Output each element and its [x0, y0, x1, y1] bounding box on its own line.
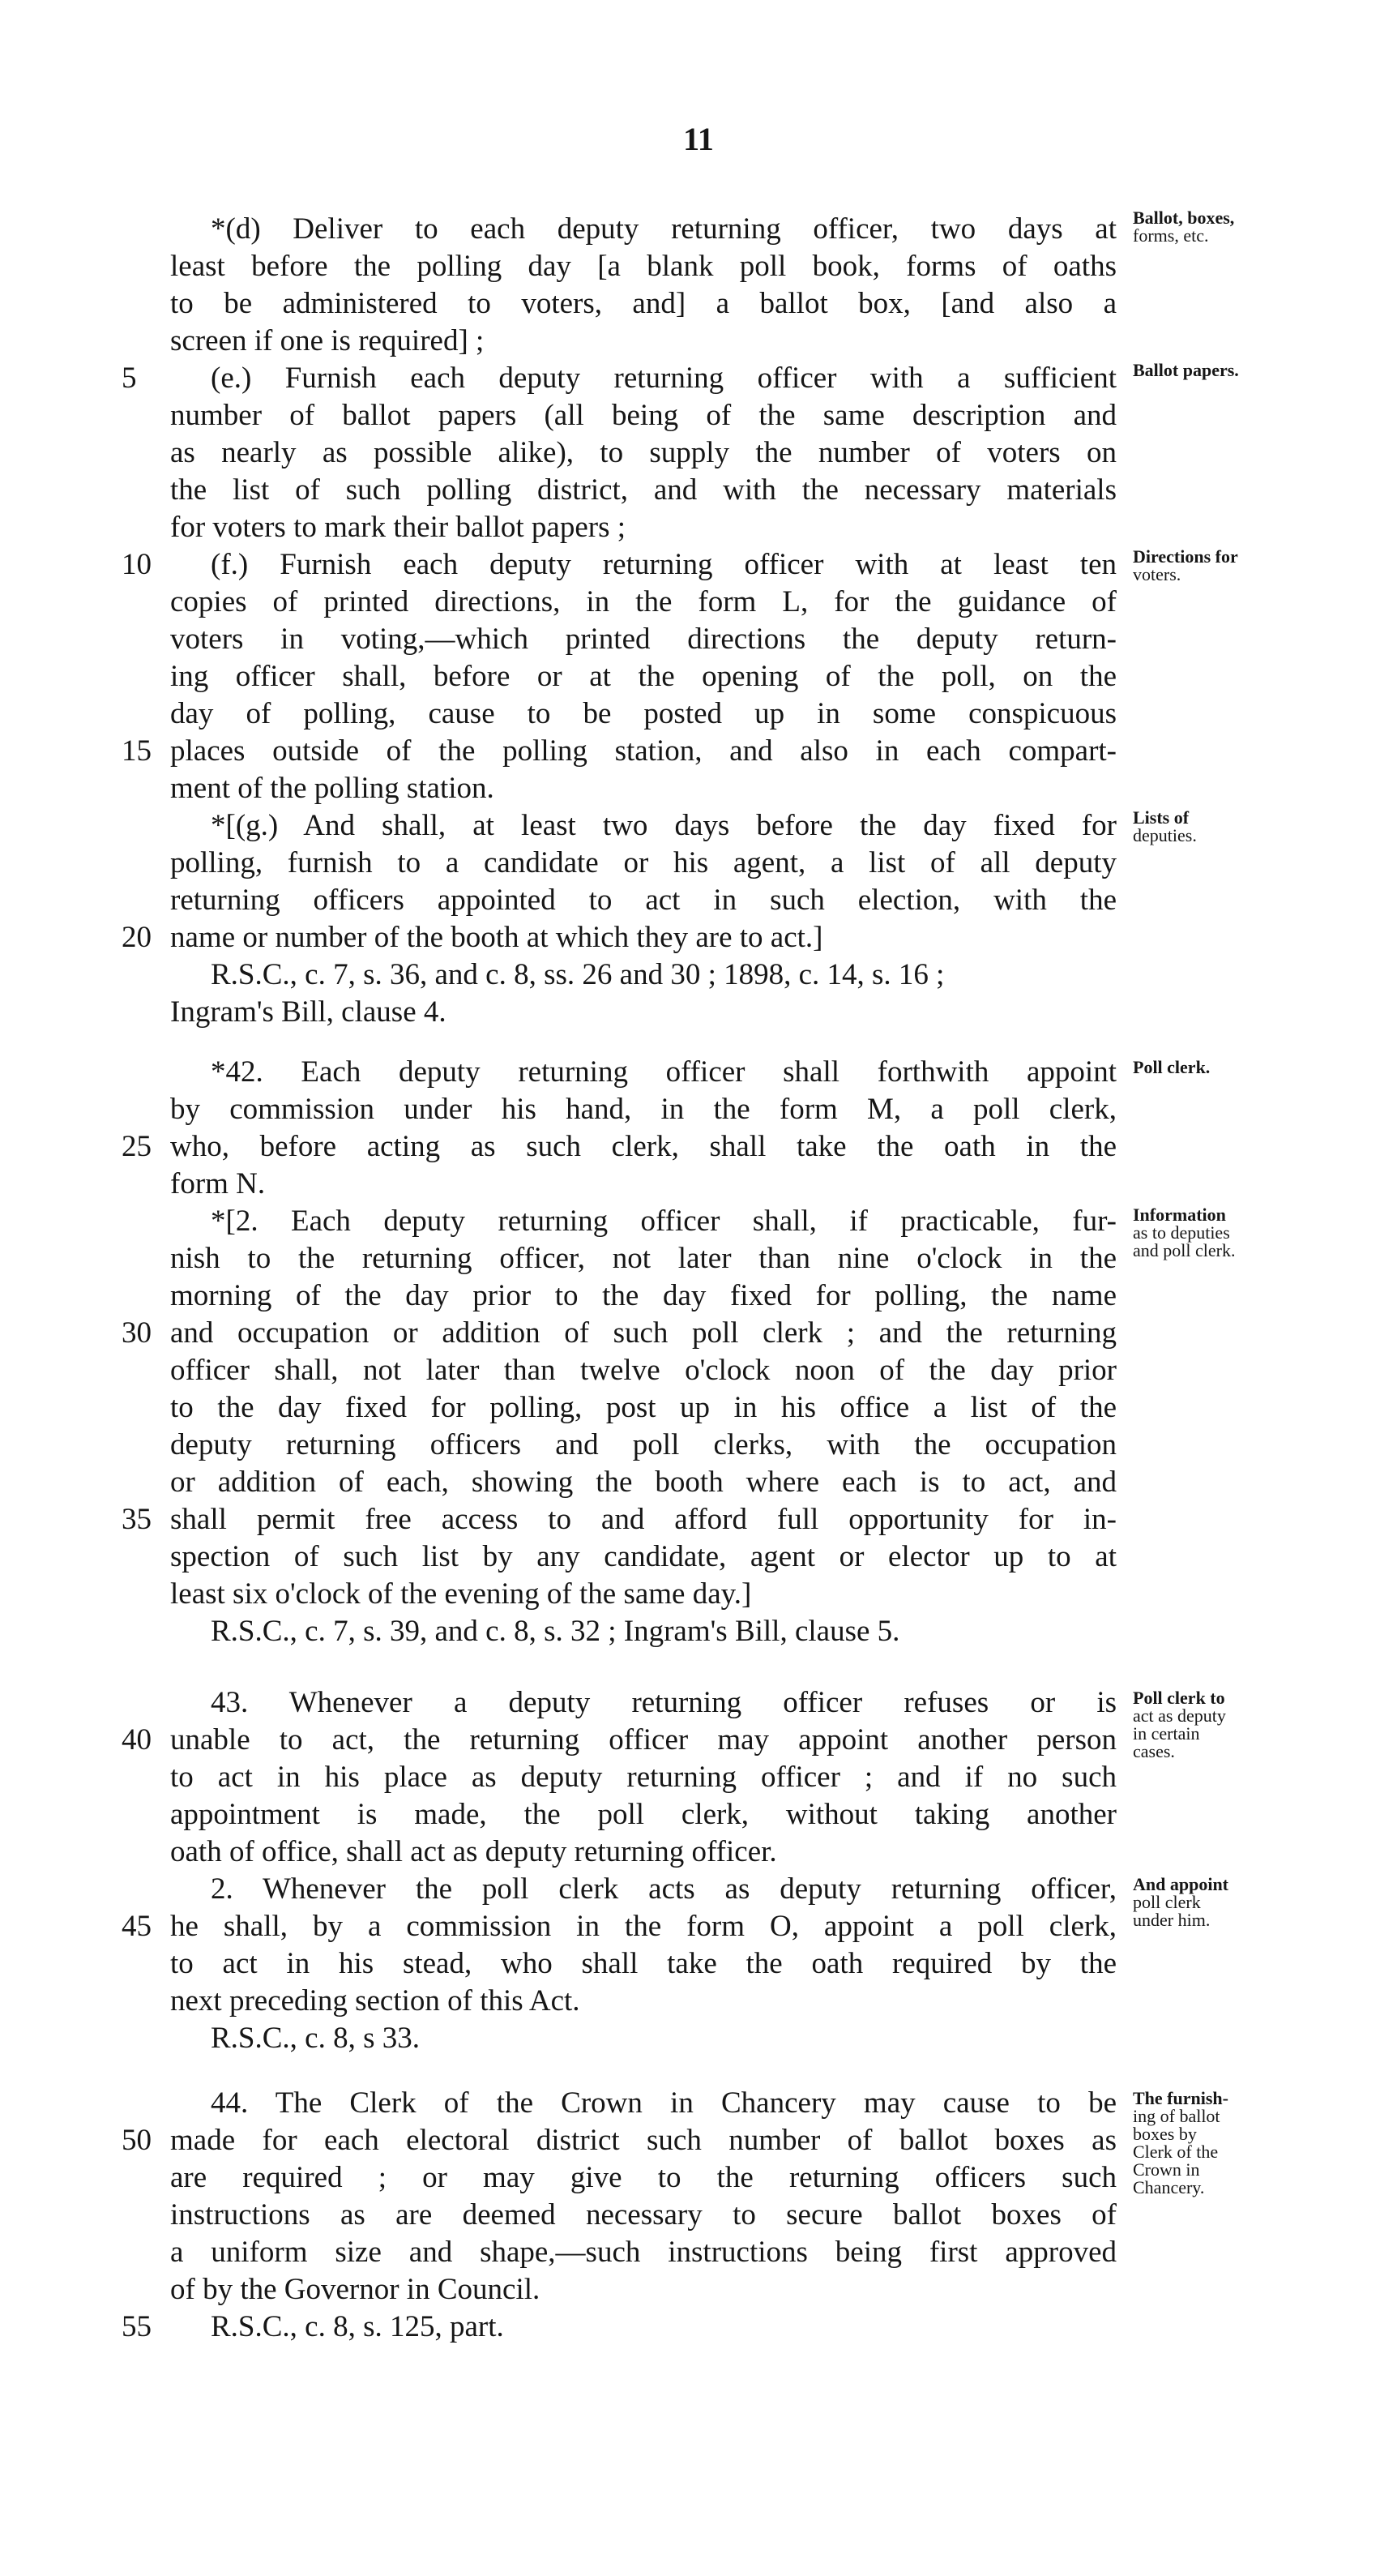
text-line: morning of the day prior to the day fixed for polling, the name [170, 1279, 1117, 1312]
page-number: 11 [683, 121, 714, 157]
text-line: and occupation or addition of such poll clerk ; and the returning [170, 1316, 1117, 1350]
margin-note-line: Directions for [1133, 546, 1238, 567]
line-number: 5 [122, 362, 137, 395]
margin-note-line: Poll clerk to [1133, 1688, 1225, 1708]
text-line: *[(g.) And shall, at least two days before the day fixed for [211, 809, 1117, 842]
text-line: copies of printed directions, in the form L, for the guidance of [170, 585, 1117, 618]
margin-note-line: Clerk of the [1133, 2142, 1219, 2162]
margin-note [1133, 809, 1287, 845]
margin-note-line: ing of ballot [1133, 2106, 1220, 2126]
margin-note-line: boxes by [1133, 2124, 1197, 2144]
text-line: of by the Governor in Council. [170, 2273, 540, 2306]
text-line: least before the polling day [a blank poll book, forms of oaths [170, 250, 1117, 283]
margin-note-line: forms, etc. [1133, 225, 1209, 246]
text-line: ing officer shall, before or at the opening of the poll, on the [170, 660, 1117, 693]
text-line: *(d) Deliver to each deputy returning officer, two days at [211, 212, 1117, 246]
text-line: to the day fixed for polling, post up in his office a list of the [170, 1391, 1117, 1424]
line-number: 10 [122, 548, 152, 581]
text-line: places outside of the polling station, and also in each compart- [170, 734, 1117, 768]
text-line: least six o'clock of the evening of the same day.] [170, 1577, 752, 1611]
text-line: *42. Each deputy returning officer shall forthwith appoint [211, 1055, 1117, 1089]
margin-note-line: poll clerk [1133, 1892, 1201, 1912]
text-line: or addition of each, showing the booth where each is to act, and [170, 1466, 1117, 1499]
text-line: unable to act, the returning officer may appoint another person [170, 1723, 1117, 1757]
margin-note-line: cases. [1133, 1741, 1175, 1761]
margin-note-line: Ballot papers. [1133, 360, 1239, 380]
text-line: as nearly as possible alike), to supply the number of voters on [170, 436, 1117, 469]
margin-note [1133, 2090, 1287, 2197]
text-line: made for each electoral district such number of ballot boxes as [170, 2124, 1117, 2157]
text-line: deputy returning officers and poll clerks, with the occupation [170, 1428, 1117, 1461]
line-number: 45 [122, 1910, 152, 1943]
text-line: voters in voting,—which printed directions the deputy return- [170, 623, 1117, 656]
text-line: form N. [170, 1167, 266, 1200]
text-line: nish to the returning officer, not later than nine o'clock in the [170, 1242, 1117, 1275]
margin-note-line: Lists of [1133, 807, 1190, 828]
text-line: spection of such list by any candidate, agent or elector up to at [170, 1540, 1117, 1573]
text-line: shall permit free access to and afford full opportunity for in- [170, 1503, 1117, 1536]
text-line: to act in his stead, who shall take the oath required by the [170, 1947, 1117, 1980]
margin-note [1133, 209, 1287, 245]
text-line: screen if one is required] ; [170, 324, 485, 357]
text-line: who, before acting as such clerk, shall take the oath in the [170, 1130, 1117, 1163]
text-line: number of ballot papers (all being of the same description and [170, 399, 1117, 432]
text-line: ment of the polling station. [170, 772, 494, 805]
margin-note [1133, 362, 1287, 379]
text-line: by commission under his hand, in the form M, a poll clerk, [170, 1093, 1117, 1126]
text-line: (e.) Furnish each deputy returning officer with a sufficient [211, 362, 1117, 395]
text-line: the list of such polling district, and with the necessary materials [170, 473, 1117, 507]
text-line: 2. Whenever the poll clerk acts as deputy returning officer, [211, 1872, 1117, 1906]
margin-note-line: act as deputy [1133, 1705, 1226, 1726]
margin-note-line: And appoint [1133, 1874, 1229, 1894]
text-line: returning officers appointed to act in such election, with the [170, 884, 1117, 917]
text-line: oath of office, shall act as deputy returning officer. [170, 1835, 777, 1868]
line-number: 55 [122, 2310, 152, 2343]
text-line: for voters to mark their ballot papers ; [170, 511, 626, 544]
text-line: officer shall, not later than twelve o'clock noon of the day prior [170, 1354, 1117, 1387]
text-line: (f.) Furnish each deputy returning officer with at least ten [211, 548, 1117, 581]
margin-note [1133, 1876, 1287, 1929]
text-line: name or number of the booth at which they are to act.] [170, 921, 823, 954]
text-line: day of polling, cause to be posted up in some conspicuous [170, 697, 1117, 730]
margin-note-line: Crown in [1133, 2159, 1200, 2180]
text-line: to be administered to voters, and] a ballot box, [and also a [170, 287, 1117, 320]
line-number: 25 [122, 1130, 152, 1163]
line-number: 40 [122, 1723, 152, 1757]
margin-note-line: Information [1133, 1205, 1226, 1225]
margin-note-line: Poll clerk. [1133, 1057, 1211, 1077]
citation-line: R.S.C., c. 8, s. 125, part. [211, 2310, 504, 2343]
margin-note-line: voters. [1133, 564, 1181, 584]
margin-note [1133, 1059, 1287, 1076]
text-line: he shall, by a commission in the form O, appoint a poll clerk, [170, 1910, 1117, 1943]
text-line: next preceding section of this Act. [170, 1984, 580, 2018]
text-line: *[2. Each deputy returning officer shall, if practicable, fur- [211, 1205, 1117, 1238]
citation-line: R.S.C., c. 7, s. 36, and c. 8, ss. 26 and 30 ; 1898, c. 14, s. 16 ; [211, 958, 945, 991]
margin-note-line: deputies. [1133, 825, 1197, 845]
line-number: 20 [122, 921, 152, 954]
text-line: to act in his place as deputy returning officer ; and if no such [170, 1761, 1117, 1794]
text-line: appointment is made, the poll clerk, without taking another [170, 1798, 1117, 1831]
citation-line: R.S.C., c. 8, s 33. [211, 2022, 421, 2055]
margin-note-line: under him. [1133, 1910, 1211, 1930]
margin-note [1133, 1689, 1287, 1761]
margin-note-line: in certain [1133, 1723, 1200, 1744]
line-number: 35 [122, 1503, 152, 1536]
text-line: 44. The Clerk of the Crown in Chancery may cause to be [211, 2086, 1117, 2120]
line-number: 15 [122, 734, 152, 768]
line-number: 30 [122, 1316, 152, 1350]
margin-note-line: as to deputies [1133, 1222, 1230, 1243]
citation-line: R.S.C., c. 7, s. 39, and c. 8, s. 32 ; Ingram's Bill, clause 5. [211, 1615, 900, 1648]
margin-note-line: Ballot, boxes, [1133, 208, 1235, 228]
text-line: polling, furnish to a candidate or his agent, a list of all deputy [170, 846, 1117, 879]
text-line: instructions as are deemed necessary to secure ballot boxes of [170, 2198, 1117, 2232]
margin-note-line: and poll clerk. [1133, 1240, 1236, 1260]
text-line: Ingram's Bill, clause 4. [170, 995, 446, 1029]
text-line: 43. Whenever a deputy returning officer refuses or is [211, 1686, 1117, 1719]
margin-note [1133, 548, 1287, 584]
line-number: 50 [122, 2124, 152, 2157]
text-line: are required ; or may give to the returning officers such [170, 2161, 1117, 2194]
margin-note [1133, 1206, 1287, 1260]
margin-note-line: The furnish- [1133, 2088, 1228, 2108]
text-line: a uniform size and shape,—such instructions being first approved [170, 2236, 1117, 2269]
margin-note-line: Chancery. [1133, 2177, 1205, 2197]
